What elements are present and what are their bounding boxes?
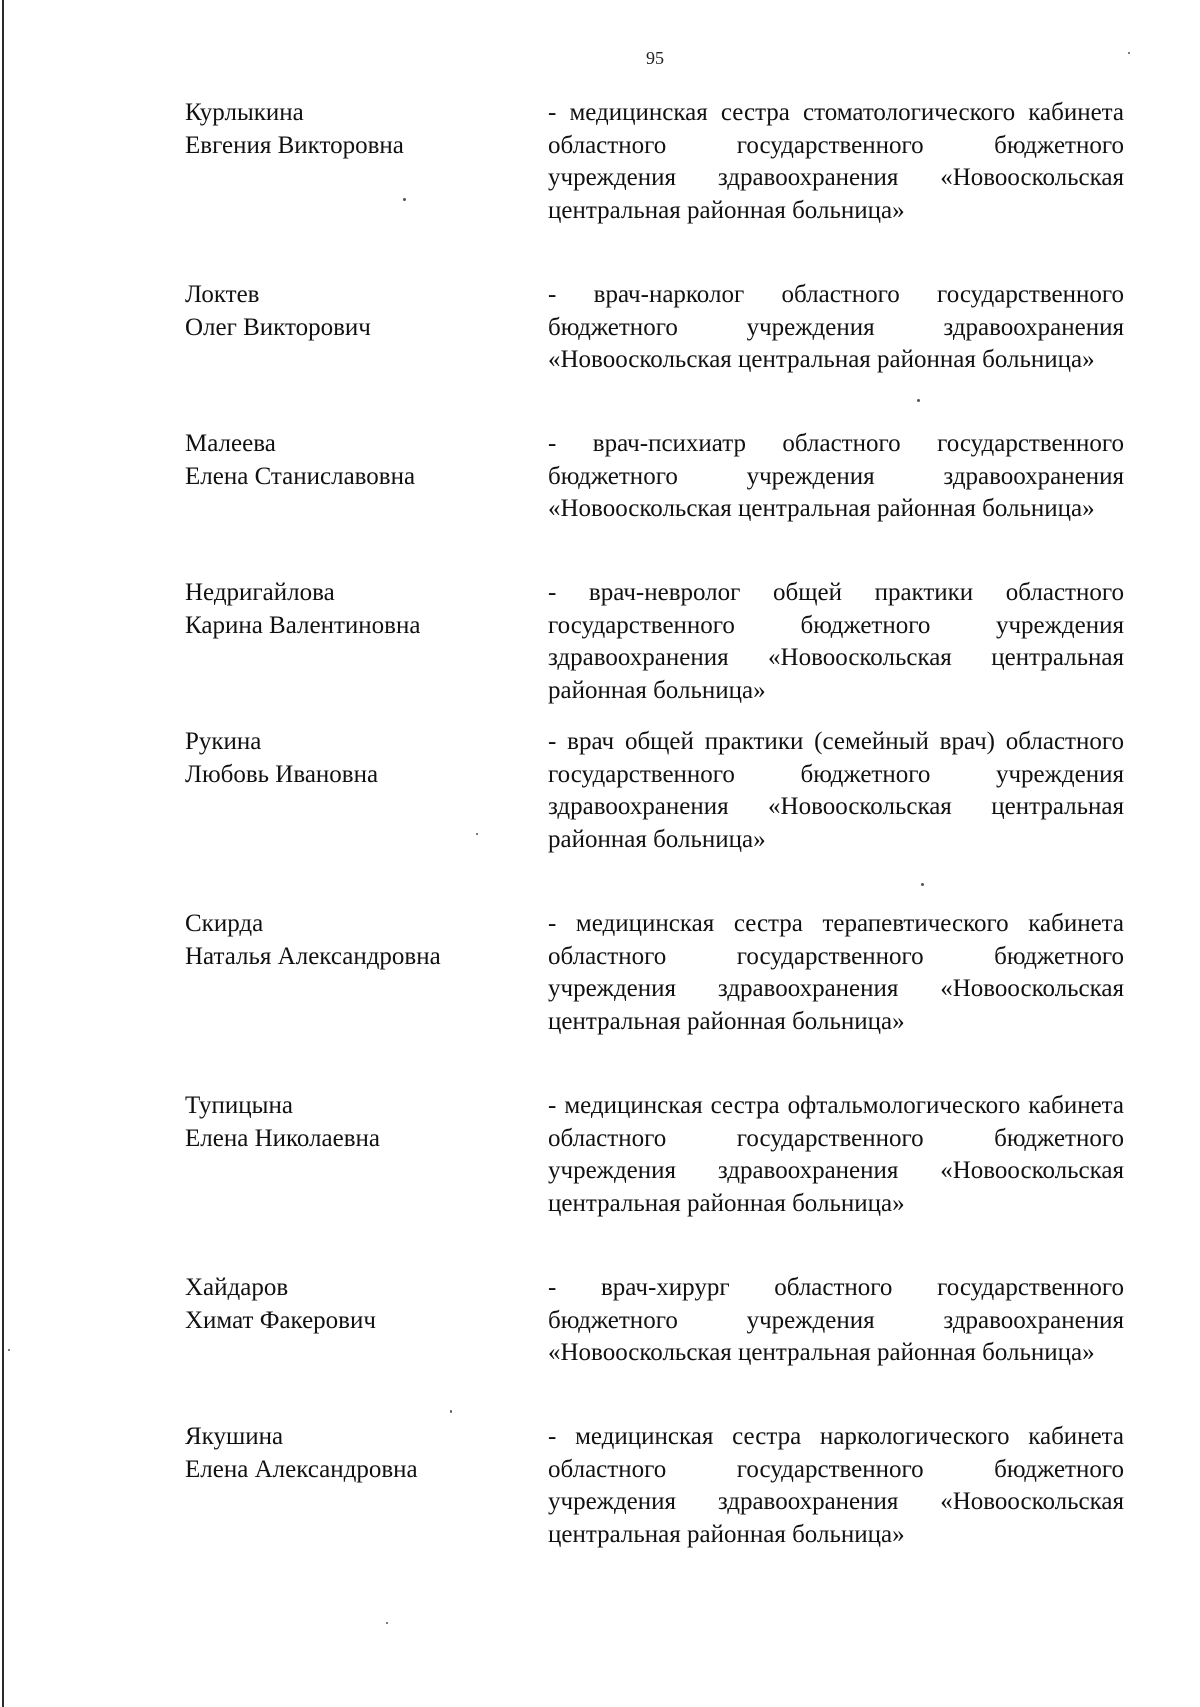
person-given-names: Елена Николаевна	[185, 1124, 380, 1152]
scan-speck	[921, 883, 924, 886]
person-name	[185, 726, 515, 791]
person-name	[185, 279, 515, 344]
person-surname: Рукина	[185, 728, 262, 755]
scan-speck	[403, 198, 406, 201]
person-surname: Хайдаров	[185, 1274, 289, 1301]
person-name	[185, 428, 515, 493]
person-given-names: Наталья Александровна	[185, 942, 441, 970]
person-position: - врач-психиатр областного государственного бюджетного учреждения здравоохранения «Новооскольская центральная районная больница»	[548, 430, 1124, 522]
person-given-names: Елена Станиславовна	[185, 462, 416, 490]
scan-speck	[917, 399, 920, 402]
person-surname: Тупицына	[185, 1092, 293, 1119]
person-position: - медицинская сестра стоматологического кабинета областного государственного бюджетного учреждения здравоохранения «Новооскольская центральная районная больница»	[548, 99, 1124, 224]
person-position: - врач-хирург областного государственного бюджетного учреждения здравоохранения «Новооскольская центральная районная больница»	[548, 1274, 1124, 1366]
person-name	[185, 97, 515, 162]
scan-speck	[1128, 52, 1130, 54]
person-surname: Якушина	[185, 1423, 284, 1450]
person-position: - медицинская сестра терапевтического кабинета областного государственного бюджетного учреждения здравоохранения «Новооскольская центральная районная больница»	[548, 910, 1124, 1035]
scan-edge	[2, 0, 4, 1707]
person-given-names: Елена Александровна	[185, 1455, 418, 1483]
person-position: - медицинская сестра офтальмологического кабинета областного государственного бюджетного учреждения здравоохранения «Новооскольская центральная районная больница»	[548, 1092, 1124, 1217]
person-name	[185, 908, 515, 973]
person-name	[185, 1272, 515, 1337]
person-position: - врач-невролог общей практики областного государственного бюджетного учреждения здравоохранения «Новооскольская центральная районная больница»	[548, 579, 1124, 704]
person-surname: Локтев	[185, 281, 260, 308]
scan-speck	[386, 1622, 388, 1624]
person-given-names: Олег Викторович	[185, 313, 371, 341]
person-surname: Скирда	[185, 910, 264, 937]
person-surname: Недригайлова	[185, 579, 335, 606]
page-number: 95	[646, 48, 664, 68]
scan-speck	[450, 1410, 452, 1413]
person-surname: Курлыкина	[185, 99, 304, 126]
scan-speck	[8, 1349, 10, 1351]
person-position: - медицинская сестра наркологического кабинета областного государственного бюджетного учреждения здравоохранения «Новооскольская центральная районная больница»	[548, 1423, 1124, 1548]
person-position: - врач общей практики (семейный врач) областного государственного бюджетного учреждения здравоохранения «Новооскольская центральная районная больница»	[548, 728, 1124, 853]
person-given-names: Химат Факерович	[185, 1306, 376, 1334]
person-surname: Малеева	[185, 430, 276, 457]
person-given-names: Евгения Викторовна	[185, 131, 404, 159]
person-position: - врач-нарколог областного государственного бюджетного учреждения здравоохранения «Новооскольская центральная районная больница»	[548, 281, 1124, 373]
person-name	[185, 1090, 515, 1155]
person-name	[185, 1421, 515, 1486]
person-name	[185, 577, 515, 642]
person-given-names: Карина Валентиновна	[185, 611, 421, 639]
scan-speck	[476, 833, 478, 835]
person-given-names: Любовь Ивановна	[185, 760, 379, 788]
